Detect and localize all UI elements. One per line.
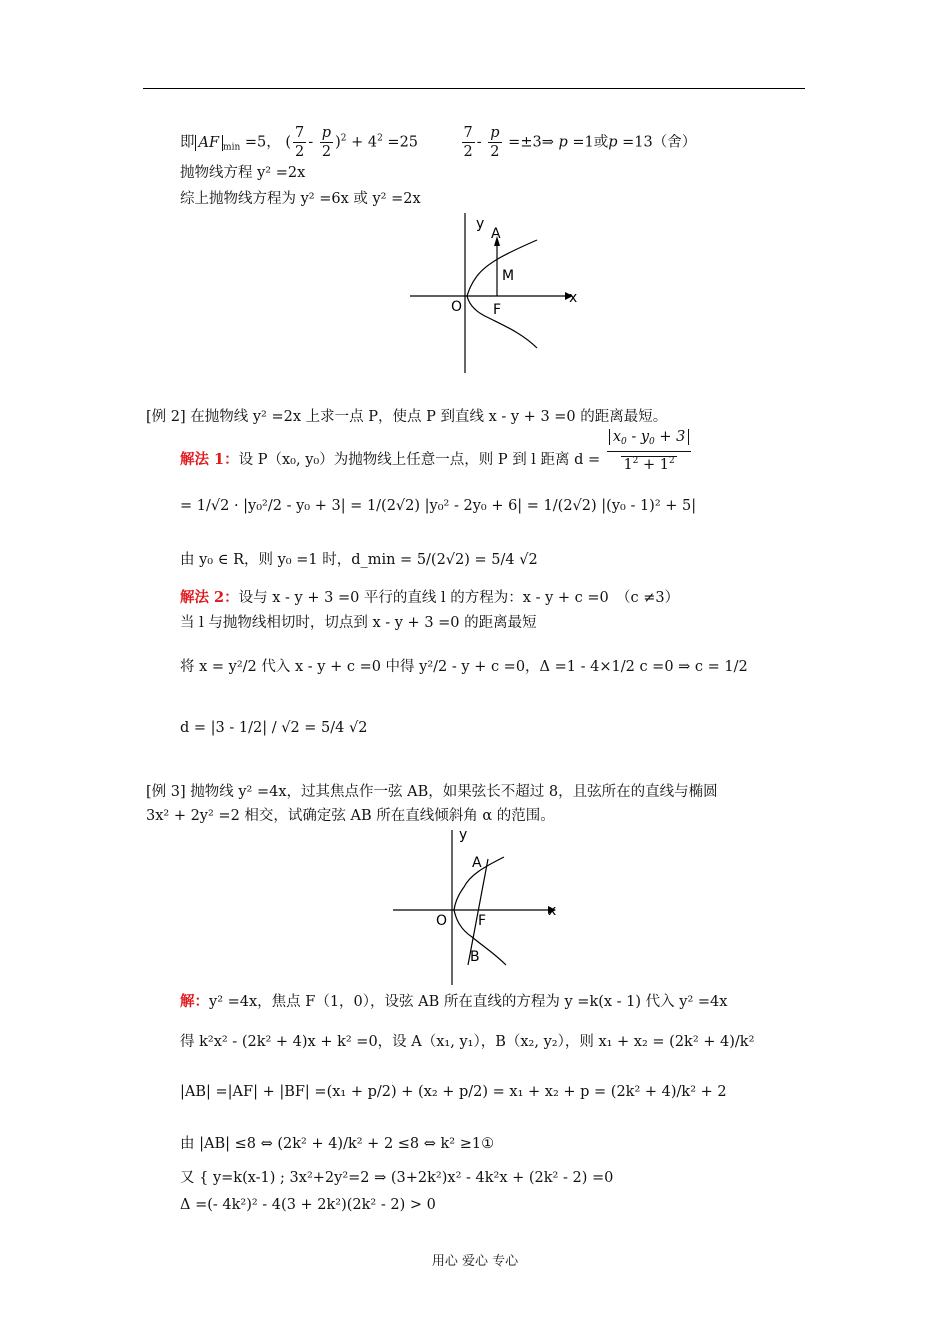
line-summary: 综上抛物线方程为 y² =6x 或 y² =2x: [180, 191, 421, 207]
example-3-line-2: 3x² + 2y² =2 相交，试确定弦 AB 所在直线倾斜角 α 的范围。: [146, 808, 555, 824]
solution-2-line-3: 将 x = y²/2 代入 x - y + c =0 中得 y²/2 - y + c =0，Δ =1 - 4×1/2 c =0 ⇒ c = 1/2: [180, 659, 748, 675]
label-f: F: [478, 913, 487, 929]
parabola-curve: [467, 240, 537, 348]
label-y: y: [476, 216, 485, 232]
solution-1-text: 设 P（x₀, y₀）为抛物线上任意一点，则 P 到 l 距离 d =: [238, 452, 601, 468]
solution-3-label: 解：: [180, 993, 209, 1010]
solution-3-text: y² =4x，焦点 F（1，0），设弦 AB 所在直线的方程为 y =k(x - 1) 代入 y² =4x: [209, 994, 728, 1010]
header-rule: [143, 88, 805, 89]
solution-3-line-6: Δ =(- 4k²)² - 4(3 + 2k²)(2k² - 2) > 0: [180, 1197, 436, 1213]
solution-1-line-2: = 1/√2 · |y₀²/2 - y₀ + 3| = 1/(2√2) |y₀² - 2y₀ + 6| = 1/(2√2) |(y₀ - 1)² + 5|: [180, 498, 697, 514]
line-parabola-eq: 抛物线方程 y² =2x: [180, 165, 306, 181]
parabola-figure-1: [405, 208, 585, 378]
solution-3-line-3: |AB| =|AF| + |BF| =(x₁ + p/2) + (x₂ + p/2) = x₁ + x₂ + p = (2k² + 4)/k² + 2: [180, 1084, 727, 1100]
line-af-min: 即 AF $_{min}$ =5， ( $\frac{7}{2}$ - $\frac{p}{2}$ )$^2 + 4^2 =25$ $\frac{7}{2}$ - $\frac{p}{2}$ =±3⇒ p =1或p =13（舍）: [180, 125, 697, 160]
parabola-figure-2: [388, 825, 568, 990]
example-2: [例 2] 在抛物线 y² =2x 上求一点 P，使点 P 到直线 x - y + 3 =0 的距离最短。: [146, 409, 668, 425]
solution-1-line-1: 解法 1：设 P（x₀, y₀）为抛物线上任意一点，则 P 到 l 距离 d = $\frac{x_0 - y_0 + 3}{1^2 + 1^2}$: [180, 446, 693, 474]
parabola-curve: [454, 857, 506, 965]
solution-3-line-1: [180, 992, 727, 1012]
page-footer: 用心 爱心 专心: [431, 1254, 519, 1269]
label-x: x: [548, 903, 557, 919]
example-3-line-1: [例 3] 抛物线 y² =4x，过其焦点作一弦 AB，如果弦长不超过 8，且弦所在的直线与椭圆: [146, 784, 718, 800]
label-y: y: [459, 827, 468, 843]
solution-2-line-2: 当 l 与抛物线相切时，切点到 x - y + 3 =0 的距离最短: [180, 615, 537, 631]
label-o: O: [436, 913, 448, 929]
label-a: A: [472, 855, 482, 871]
solution-3-line-4: 由 |AB| ≤8 ⇔ (2k² + 4)/k² + 2 ≤8 ⇔ k² ≥1①: [180, 1136, 495, 1152]
label-x: x: [569, 290, 578, 306]
solution-2-text: 设与 x - y + 3 =0 平行的直线 l 的方程为：x - y + c =0 （c ≠3）: [238, 590, 680, 606]
solution-1-label: 解法 1：: [180, 451, 239, 468]
label-f: F: [493, 302, 502, 318]
solution-2-line-4: d = |3 - 1/2| / √2 = 5/4 √2: [180, 720, 368, 736]
solution-3-line-5: 又 { y=k(x-1) ; 3x²+2y²=2 ⇒ (3+2k²)x² - 4k²x + (2k² - 2) =0: [180, 1170, 614, 1186]
label-a: A: [491, 226, 501, 242]
label-m: M: [502, 268, 515, 284]
solution-1-line-3: 由 y₀ ∈ R，则 y₀ =1 时，d_min = 5/(2√2) = 5/4 √2: [180, 552, 538, 568]
solution-3-line-2: 得 k²x² - (2k² + 4)x + k² =0，设 A（x₁, y₁），B（x₂, y₂），则 x₁ + x₂ = (2k² + 4)/k²: [180, 1034, 755, 1050]
solution-2-line-1: [180, 588, 679, 608]
solution-2-label: 解法 2：: [180, 589, 239, 606]
label-o: O: [451, 299, 463, 315]
label-b: B: [470, 949, 480, 965]
